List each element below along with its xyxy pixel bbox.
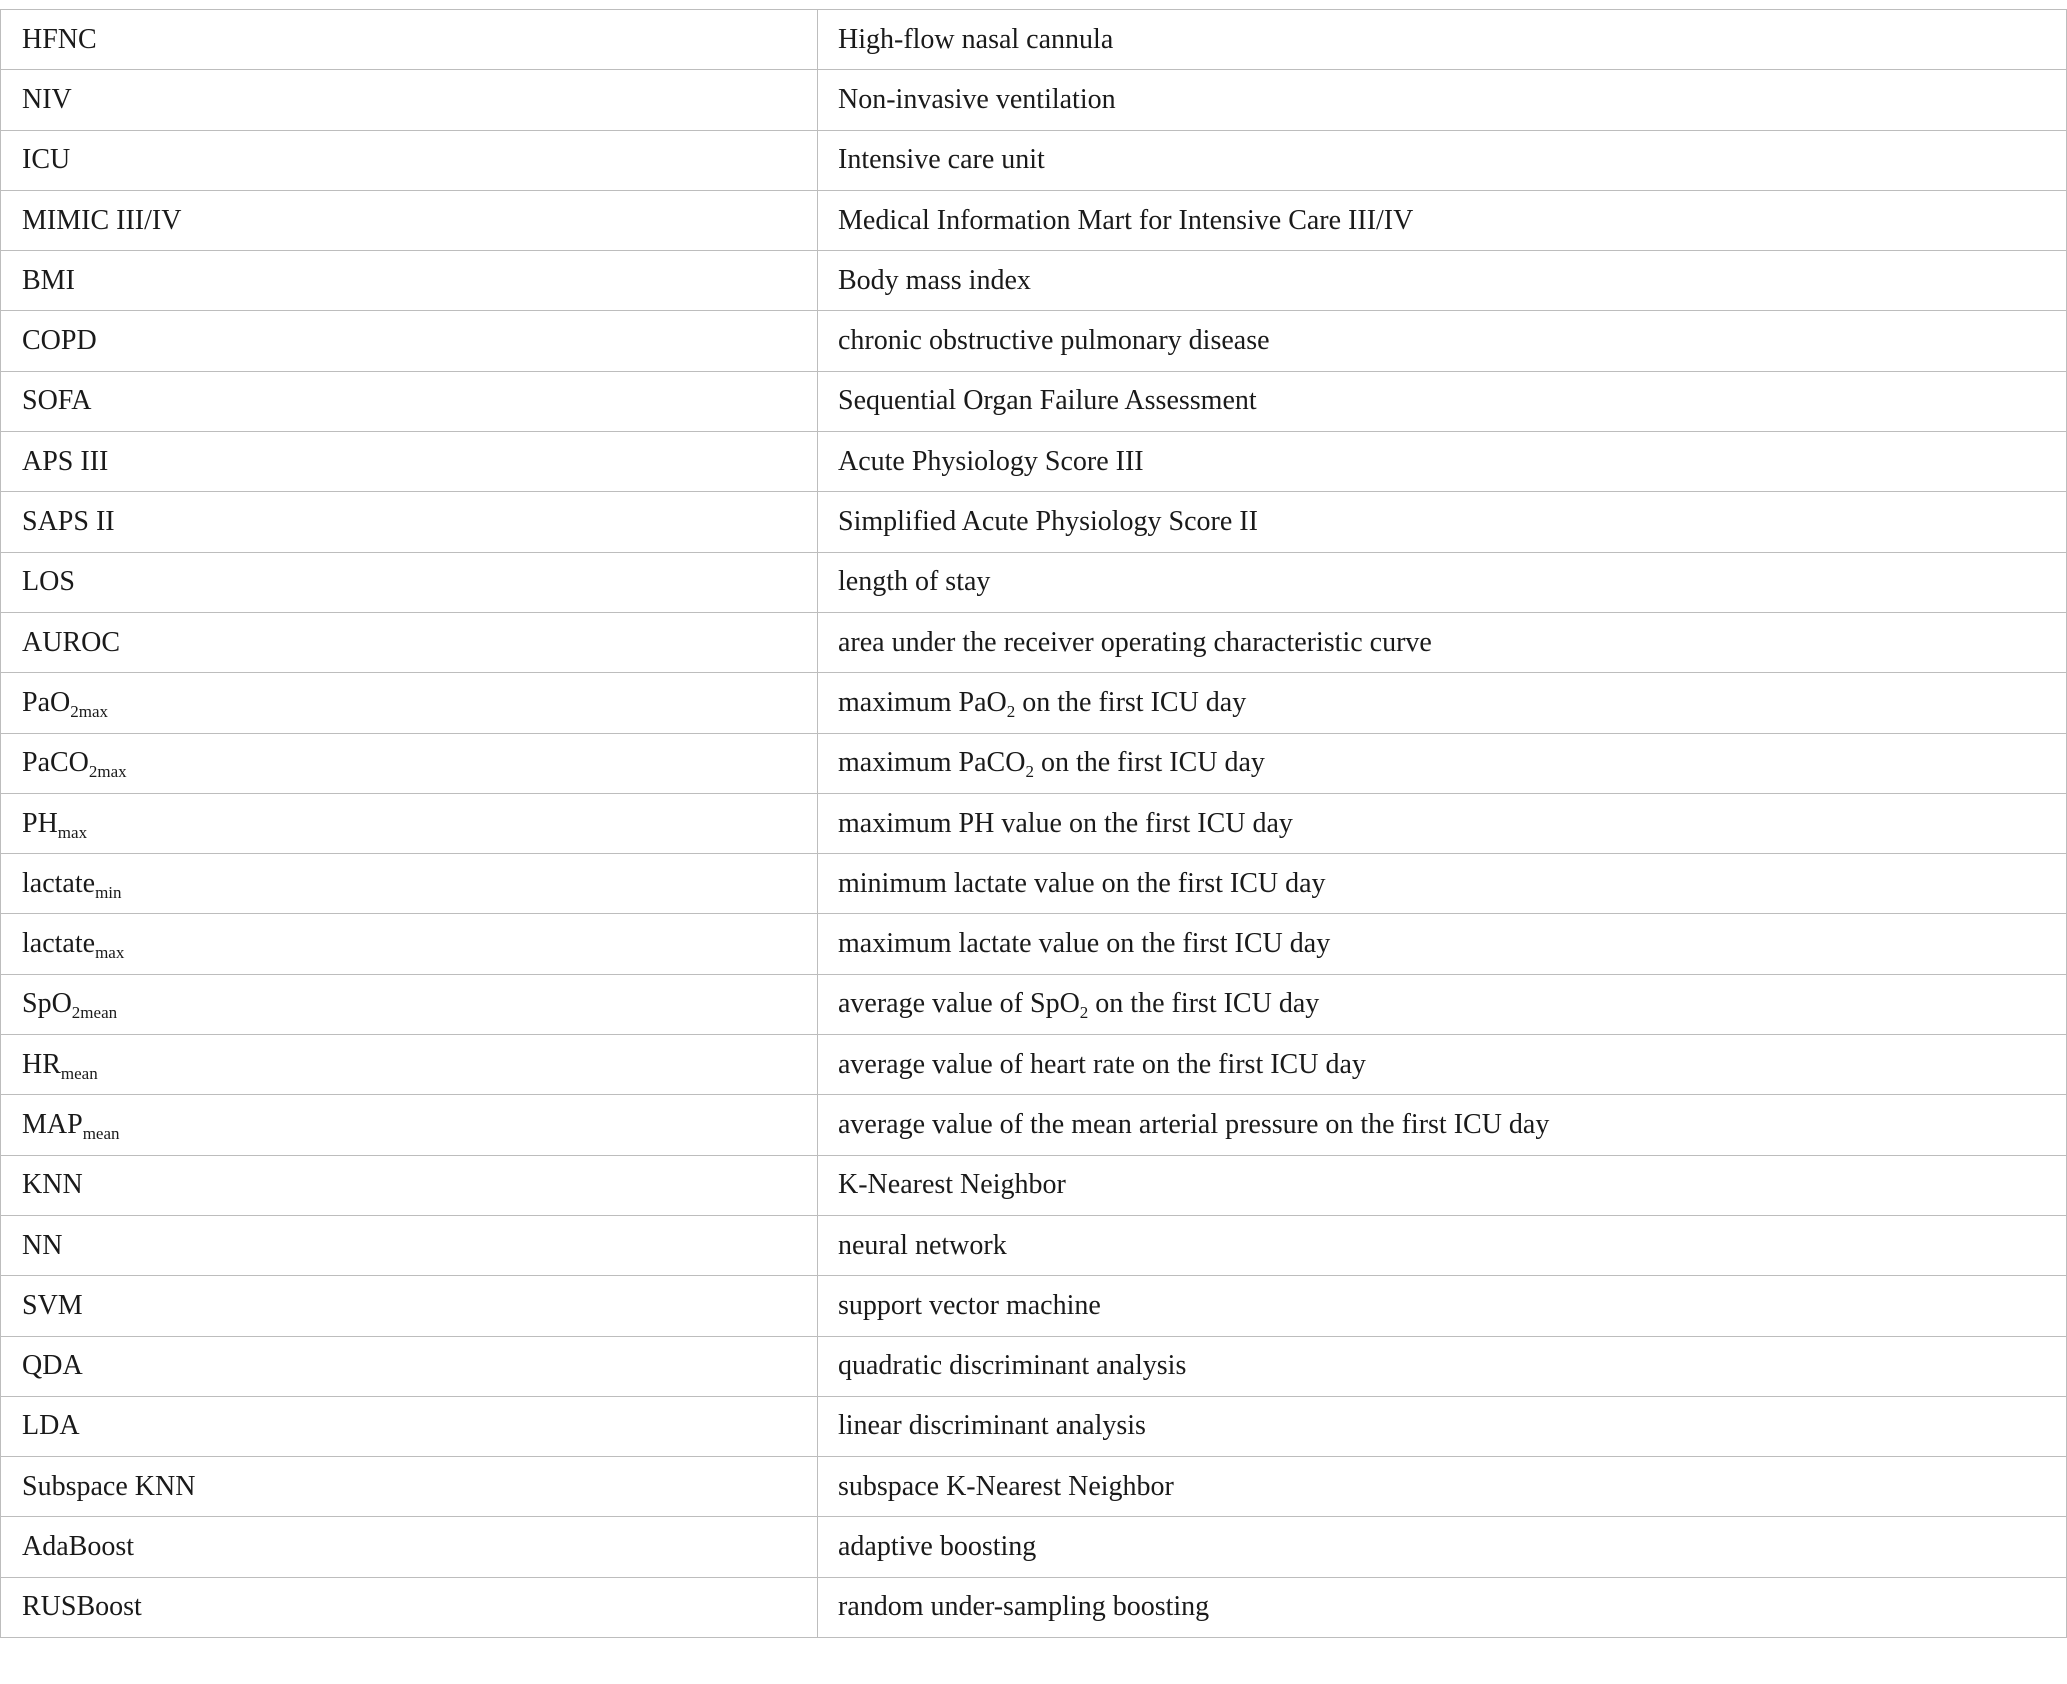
definition-text-continued: on the first ICU day <box>1088 988 1320 1020</box>
table-row <box>1 130 2067 190</box>
definition-text: K-Nearest Neighbor <box>838 1169 1066 1201</box>
definition-cell <box>818 673 2067 733</box>
definition-text: maximum PaO <box>838 686 1007 718</box>
definition-text: maximum PaCO <box>838 747 1026 779</box>
abbreviation-cell <box>1 432 818 492</box>
abbreviation-text: PaO <box>22 686 71 718</box>
abbreviation-cell <box>1 251 818 311</box>
abbreviation-text: ICU <box>22 144 71 176</box>
definition-cell <box>818 492 2067 552</box>
definition-text: Acute Physiology Score III <box>838 445 1144 477</box>
definition-cell <box>818 1155 2067 1215</box>
table-row <box>1 70 2067 130</box>
definition-cell <box>818 1457 2067 1517</box>
abbreviation-subscript: 2mean <box>71 1003 118 1023</box>
definition-text: High-flow nasal cannula <box>838 23 1114 55</box>
table-row <box>1 10 2067 70</box>
abbreviation-text: SOFA <box>22 385 92 417</box>
table-row <box>1 1035 2067 1095</box>
definition-text: average value of the mean arterial pressure on the first ICU day <box>838 1108 1550 1140</box>
abbreviation-text: HFNC <box>22 23 97 55</box>
abbreviation-text: MIMIC III/IV <box>22 204 182 236</box>
abbreviation-cell <box>1 70 818 130</box>
abbreviation-text: APS III <box>22 445 109 477</box>
definition-text: maximum lactate value on the first ICU day <box>838 928 1331 960</box>
abbreviation-subscript: 2max <box>70 701 109 721</box>
definition-text: support vector machine <box>838 1289 1101 1321</box>
abbreviation-text: Subspace KNN <box>22 1470 196 1502</box>
abbreviation-text: NIV <box>22 83 72 115</box>
definition-text: average value of SpO <box>838 988 1080 1020</box>
definition-cell <box>818 130 2067 190</box>
abbreviation-text: HR <box>22 1048 61 1080</box>
abbreviation-cell <box>1 311 818 371</box>
table-row <box>1 1215 2067 1275</box>
table-row <box>1 1577 2067 1637</box>
abbreviation-cell <box>1 1396 818 1456</box>
definition-text: subspace K-Nearest Neighbor <box>838 1470 1174 1502</box>
abbreviation-text: LOS <box>22 566 75 598</box>
definition-text: adaptive boosting <box>838 1531 1037 1563</box>
abbreviation-cell <box>1 1457 818 1517</box>
abbreviation-text: lactate <box>22 928 96 960</box>
abbreviation-cell <box>1 492 818 552</box>
table-row <box>1 1095 2067 1155</box>
abbreviation-cell <box>1 1215 818 1275</box>
abbreviation-cell <box>1 733 818 793</box>
table-row <box>1 673 2067 733</box>
table-row <box>1 1155 2067 1215</box>
definition-text-continued: on the first ICU day <box>1033 747 1265 779</box>
definition-cell <box>818 432 2067 492</box>
definition-cell <box>818 733 2067 793</box>
table-row <box>1 733 2067 793</box>
abbreviation-text: BMI <box>22 264 75 296</box>
definition-cell <box>818 552 2067 612</box>
table-row <box>1 371 2067 431</box>
abbreviation-cell <box>1 673 818 733</box>
definition-text: average value of heart rate on the first ICU day <box>838 1048 1366 1080</box>
definition-cell <box>818 1035 2067 1095</box>
abbreviation-cell <box>1 1517 818 1577</box>
abbreviation-text: RUSBoost <box>22 1591 142 1623</box>
definition-cell <box>818 1095 2067 1155</box>
definition-cell <box>818 70 2067 130</box>
abbreviation-text: SpO <box>22 988 72 1020</box>
abbreviation-text: AdaBoost <box>22 1531 134 1563</box>
abbreviation-cell <box>1 1155 818 1215</box>
table-row <box>1 854 2067 914</box>
table-row <box>1 1396 2067 1456</box>
abbreviation-cell <box>1 190 818 250</box>
table-row <box>1 492 2067 552</box>
table-row <box>1 793 2067 853</box>
definition-cell <box>818 974 2067 1034</box>
abbreviation-cell <box>1 854 818 914</box>
abbreviation-subscript: max <box>95 943 125 963</box>
abbreviation-text: PaCO <box>22 747 89 779</box>
abbreviation-subscript: max <box>57 822 88 842</box>
abbreviation-cell <box>1 793 818 853</box>
abbreviation-text: SAPS II <box>22 506 115 538</box>
table-row <box>1 1457 2067 1517</box>
definition-text: quadratic discriminant analysis <box>838 1350 1187 1382</box>
table-row <box>1 1336 2067 1396</box>
abbreviation-cell <box>1 1035 818 1095</box>
abbreviation-cell <box>1 10 818 70</box>
table-row <box>1 974 2067 1034</box>
abbreviation-cell <box>1 1276 818 1336</box>
abbreviation-cell <box>1 1095 818 1155</box>
definition-text: Non-invasive ventilation <box>838 83 1116 115</box>
definition-cell <box>818 1336 2067 1396</box>
abbreviation-text: COPD <box>22 325 97 357</box>
definition-text: Medical Information Mart for Intensive Care III/IV <box>838 204 1414 236</box>
table-row <box>1 251 2067 311</box>
definition-cell <box>818 1577 2067 1637</box>
abbreviation-text: lactate <box>22 867 96 899</box>
definition-subscript: 2 <box>1079 1003 1089 1023</box>
definition-text: neural network <box>838 1229 1007 1261</box>
definition-cell <box>818 190 2067 250</box>
abbreviation-cell <box>1 1336 818 1396</box>
definition-cell <box>818 793 2067 853</box>
definition-text: Body mass index <box>838 264 1031 296</box>
definition-text: Simplified Acute Physiology Score II <box>838 506 1258 538</box>
definition-text-continued: on the first ICU day <box>1015 686 1247 718</box>
abbreviation-cell <box>1 552 818 612</box>
abbreviation-text: AUROC <box>22 626 121 658</box>
definition-cell <box>818 1517 2067 1577</box>
table-row <box>1 552 2067 612</box>
definition-text: minimum lactate value on the first ICU day <box>838 867 1326 899</box>
table-row <box>1 432 2067 492</box>
abbreviation-text: MAP <box>22 1108 83 1140</box>
definition-subscript: 2 <box>1025 762 1034 782</box>
definition-cell <box>818 854 2067 914</box>
table-row <box>1 1517 2067 1577</box>
abbreviation-cell <box>1 371 818 431</box>
definition-text: random under-sampling boosting <box>838 1591 1210 1623</box>
definition-cell <box>818 311 2067 371</box>
definition-subscript: 2 <box>1006 701 1016 721</box>
abbreviation-text: KNN <box>22 1169 83 1201</box>
table-row <box>1 914 2067 974</box>
definition-text: area under the receiver operating characteristic curve <box>838 626 1432 658</box>
definition-cell <box>818 914 2067 974</box>
definition-cell <box>818 1396 2067 1456</box>
abbreviation-cell <box>1 914 818 974</box>
definition-text: length of stay <box>838 566 991 598</box>
abbreviation-subscript: mean <box>82 1123 120 1143</box>
definition-cell <box>818 1276 2067 1336</box>
table-row <box>1 311 2067 371</box>
definition-cell <box>818 612 2067 672</box>
abbreviation-subscript: min <box>95 882 122 902</box>
definition-cell <box>818 10 2067 70</box>
table-body <box>1 10 2067 1638</box>
abbreviation-subscript: 2max <box>88 762 127 782</box>
abbreviation-cell <box>1 974 818 1034</box>
table-row <box>1 190 2067 250</box>
abbreviation-text: NN <box>22 1229 63 1261</box>
abbreviation-text: QDA <box>22 1350 83 1382</box>
abbreviation-text: LDA <box>22 1410 80 1442</box>
abbreviation-cell <box>1 612 818 672</box>
definition-text: Sequential Organ Failure Assessment <box>838 385 1257 417</box>
definition-text: linear discriminant analysis <box>838 1410 1146 1442</box>
abbreviation-text: SVM <box>22 1289 83 1321</box>
table-row <box>1 1276 2067 1336</box>
definition-cell <box>818 371 2067 431</box>
definition-text: maximum PH value on the first ICU day <box>838 807 1293 839</box>
abbreviation-cell <box>1 130 818 190</box>
definition-cell <box>818 1215 2067 1275</box>
table-row <box>1 612 2067 672</box>
definition-cell <box>818 251 2067 311</box>
abbreviations-table <box>0 9 2067 1638</box>
abbreviation-subscript: mean <box>60 1063 98 1083</box>
definition-text: Intensive care unit <box>838 144 1045 176</box>
abbreviation-cell <box>1 1577 818 1637</box>
definition-text: chronic obstructive pulmonary disease <box>838 325 1270 357</box>
abbreviation-text: PH <box>22 807 58 839</box>
